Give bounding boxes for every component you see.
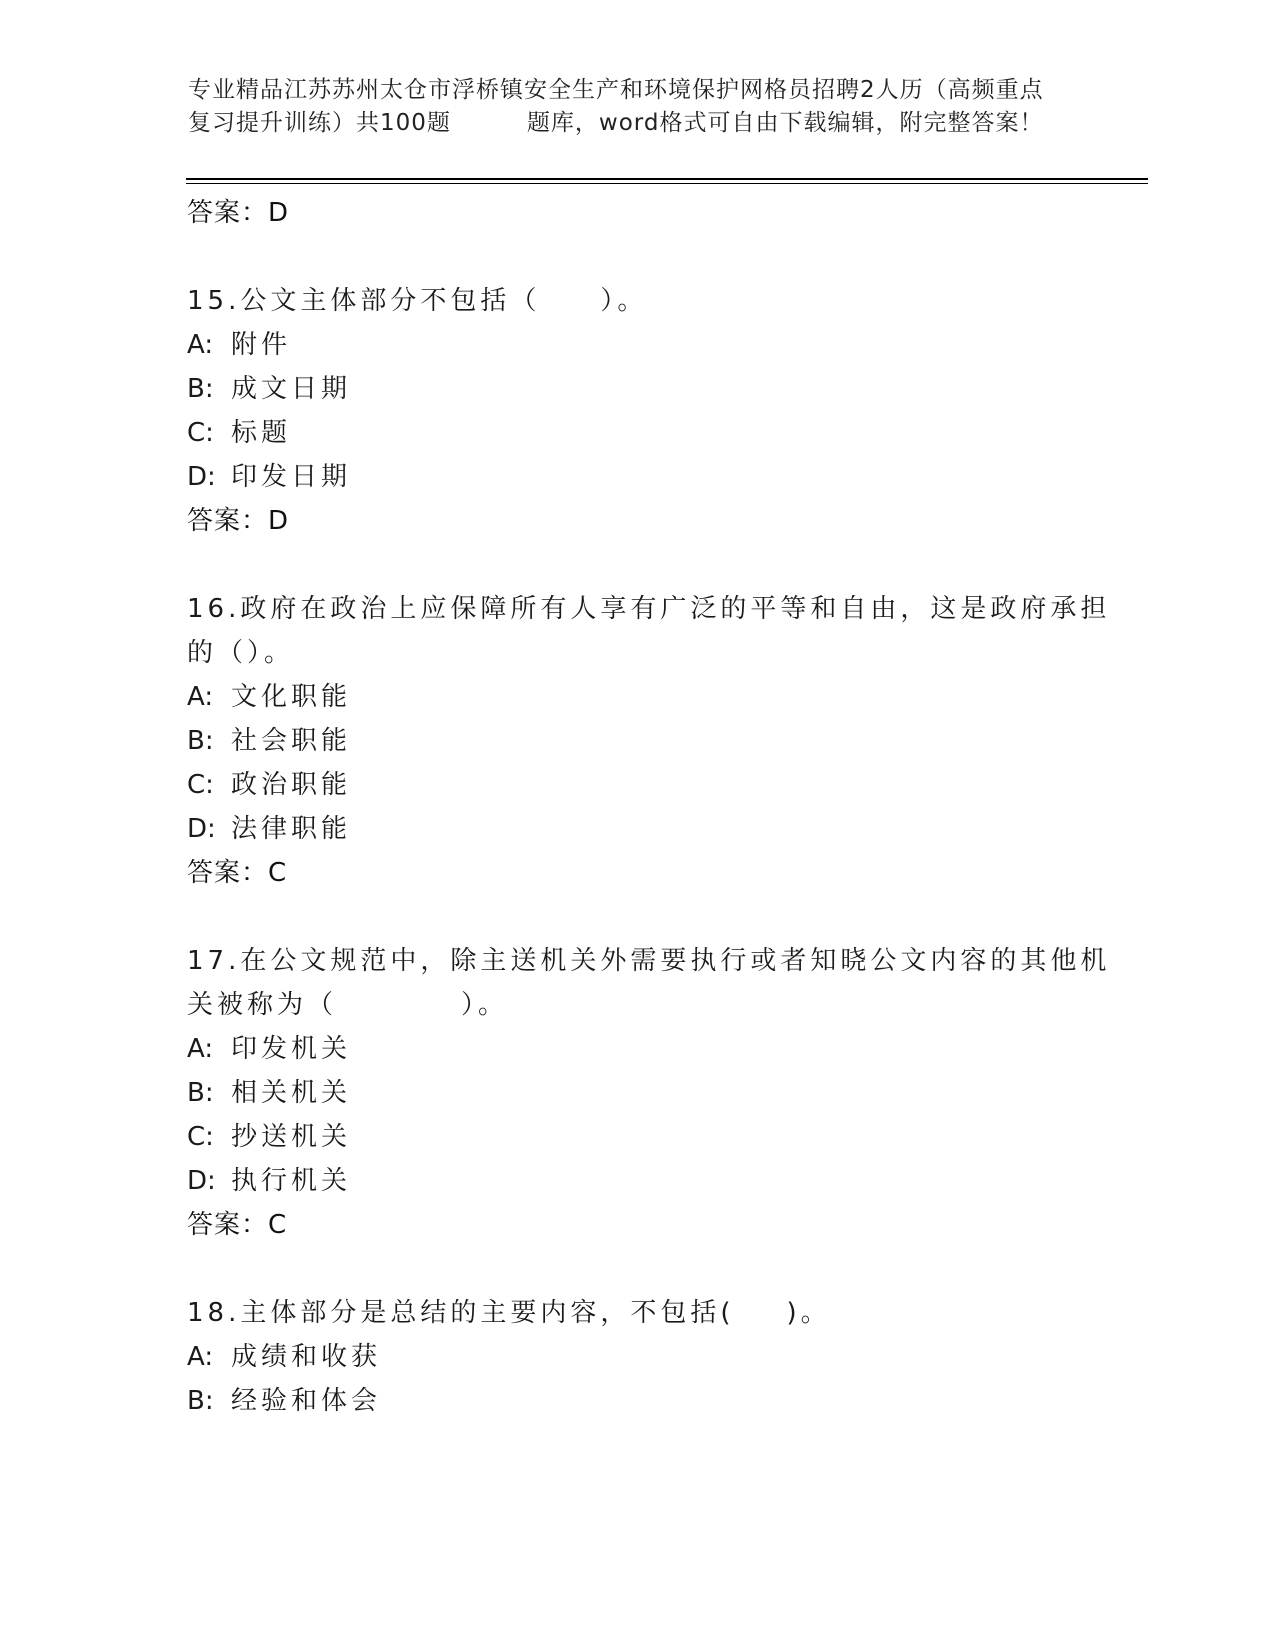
question-15-answer: 答案：D <box>187 506 290 536</box>
header-line-2 <box>188 107 1088 140</box>
question-16-option-c: C: 政治职能 <box>187 770 352 800</box>
question-16-stem-line-2: 的（）。 <box>187 638 295 668</box>
question-15-option-c: C: 标题 <box>187 418 292 448</box>
header-line-1: 专业精品江苏苏州太仓市浮桥镇安全生产和环境保护网格员招聘2人历（高频重点 <box>188 77 1044 103</box>
answer-label: 答案：D <box>187 198 290 228</box>
question-17-answer: 答案：C <box>187 1210 288 1240</box>
question-17-option-d: D: 执行机关 <box>187 1166 352 1196</box>
question-16-option-a: A: 文化职能 <box>187 682 352 712</box>
question-15-option-a: A: 附件 <box>187 330 292 360</box>
question-18-stem: 18.主体部分是总结的主要内容，不包括( )。 <box>187 1298 831 1328</box>
question-16-stem-line-1: 16.政府在政治上应保障所有人享有广泛的平等和自由，这是政府承担 <box>187 594 1111 624</box>
header-rule-thin <box>186 183 1148 184</box>
question-18-option-a: A: 成绩和收获 <box>187 1342 382 1372</box>
header-line-2-part-1: 复习提升训练）共100题 <box>188 110 451 136</box>
question-15-option-d: D: 印发日期 <box>187 462 352 492</box>
question-17-option-b: B: 相关机关 <box>187 1078 352 1108</box>
question-16-answer: 答案：C <box>187 858 288 888</box>
header-rule-thick <box>186 178 1148 180</box>
question-17-option-a: A: 印发机关 <box>187 1034 352 1064</box>
question-18-option-b: B: 经验和体会 <box>187 1386 382 1416</box>
page-header <box>188 74 1088 140</box>
question-16-option-b: B: 社会职能 <box>187 726 352 756</box>
question-17-stem-line-1: 17.在公文规范中，除主送机关外需要执行或者知晓公文内容的其他机 <box>187 946 1111 976</box>
question-17-option-c: C: 抄送机关 <box>187 1122 352 1152</box>
question-16-option-d: D: 法律职能 <box>187 814 352 844</box>
question-17-stem-line-2: 关被称为（ ）。 <box>187 990 509 1020</box>
header-line-2-part-2: 题库，word格式可自由下载编辑，附完整答案！ <box>526 110 1044 136</box>
question-15-stem: 15.公文主体部分不包括（ ）。 <box>187 286 648 316</box>
question-15-option-b: B: 成文日期 <box>187 374 352 404</box>
